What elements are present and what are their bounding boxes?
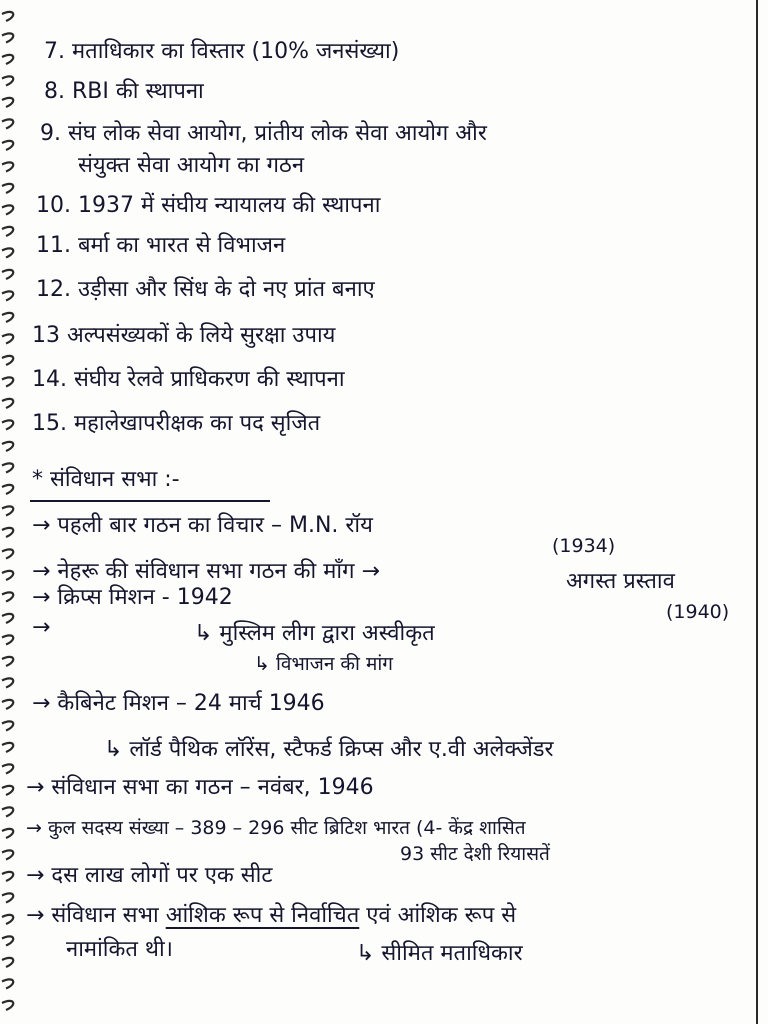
list-item-continuation	[78, 152, 304, 180]
note-princely-states: 93 सीट देशी रियासतें	[400, 843, 550, 865]
item-number: 11.	[36, 233, 71, 258]
item-text: संघ लोक सेवा आयोग, प्रांतीय लोक सेवा आयोग और	[68, 121, 487, 146]
spiral-ring	[2, 463, 13, 472]
item-number: 13	[32, 323, 60, 348]
list-item	[36, 276, 375, 304]
list-item	[44, 78, 204, 106]
spiral-ring	[2, 270, 13, 279]
spiral-ring	[2, 614, 13, 623]
note-first-idea: → पहली बार गठन का विचार – M.N. रॉय	[32, 513, 373, 538]
spiral-ring	[2, 915, 13, 924]
spiral-ring	[2, 571, 13, 580]
note-nehru-demand: → नेहरू की संविधान सभा गठन की माँग →	[32, 559, 380, 584]
spiral-ring	[2, 807, 13, 816]
spiral-binding	[0, 0, 22, 1024]
spiral-ring	[2, 291, 13, 300]
note-year: (1934)	[552, 535, 616, 557]
item-text: 1937 में संघीय न्यायालय की स्थापना	[78, 193, 381, 218]
note-cabinet-members: ↳ लॉर्ड पैथिक लॉरेंस, स्टैफर्ड क्रिप्स और ए.वी अलेक्जेंडर	[104, 737, 554, 762]
item-number: 10.	[36, 193, 71, 218]
item-text: उड़ीसा और सिंध के दो नए प्रांत बनाए	[78, 277, 375, 302]
note-partly-elected	[26, 902, 516, 930]
spiral-ring	[2, 1001, 13, 1010]
note-limited-franchise: ↳ सीमित मताधिकार	[356, 941, 523, 966]
spiral-ring	[2, 528, 13, 537]
spiral-ring	[2, 76, 13, 85]
list-item	[44, 38, 399, 66]
note-cripps: → क्रिप्स मिशन - 1942	[32, 585, 233, 610]
note-total-members: → कुल सदस्य संख्या – 389 – 296 सीट ब्रिटिश भारत (4- केंद्र शासित	[26, 817, 526, 839]
spiral-ring	[2, 657, 13, 666]
spiral-ring	[2, 12, 13, 21]
heading-underline	[30, 500, 270, 502]
note-august-offer: अगस्त प्रस्ताव	[566, 569, 675, 594]
spiral-ring	[2, 936, 13, 945]
section-heading: * संविधान सभा :-	[32, 467, 180, 492]
margin-line	[756, 0, 758, 1024]
note-year: (1940)	[666, 601, 730, 623]
note-muslim-league: ↳ मुस्लिम लीग द्वारा अस्वीकृत	[194, 621, 435, 646]
list-item	[36, 192, 380, 220]
spiral-ring	[2, 205, 13, 214]
spiral-ring	[2, 485, 13, 494]
spiral-ring	[2, 227, 13, 236]
note-formation: → संविधान सभा का गठन – नवंबर, 1946	[26, 775, 374, 800]
spiral-ring	[2, 743, 13, 752]
item-text: बर्मा का भारत से विभाजन	[78, 233, 286, 258]
item-text: अल्पसंख्यकों के लिये सुरक्षा उपाय	[67, 323, 336, 348]
spiral-ring	[2, 33, 13, 42]
spiral-ring	[2, 872, 13, 881]
item-text: संघीय रेलवे प्राधिकरण की स्थापना	[74, 367, 345, 392]
note-ten-lakh: → दस लाख लोगों पर एक सीट	[26, 863, 273, 888]
spiral-ring	[2, 506, 13, 515]
note-nominated: नामांकित थी।	[66, 937, 173, 962]
spiral-ring	[2, 248, 13, 257]
item-number: 12.	[36, 277, 71, 302]
spiral-ring	[2, 958, 13, 967]
spiral-ring	[2, 119, 13, 128]
note-text: → संविधान सभा	[26, 903, 159, 928]
spiral-ring	[2, 184, 13, 193]
spiral-ring	[2, 420, 13, 429]
spiral-ring	[2, 592, 13, 601]
spiral-ring	[2, 162, 13, 171]
list-item	[32, 410, 320, 438]
spiral-ring	[2, 549, 13, 558]
note-text-underlined: आंशिक रूप से निर्वाचित	[165, 903, 360, 928]
spiral-ring	[2, 979, 13, 988]
spiral-ring	[2, 764, 13, 773]
item-number: 15.	[32, 411, 67, 436]
spiral-ring	[2, 55, 13, 64]
item-number: 9.	[40, 121, 61, 146]
item-number: 7.	[44, 39, 65, 64]
item-number: 8.	[44, 79, 65, 104]
spiral-ring	[2, 313, 13, 322]
spiral-ring	[2, 829, 13, 838]
note-cabinet-mission: → कैबिनेट मिशन – 24 मार्च 1946	[32, 691, 325, 716]
list-item	[40, 120, 487, 148]
spiral-ring	[2, 700, 13, 709]
spiral-ring	[2, 377, 13, 386]
spiral-ring	[2, 893, 13, 902]
spiral-ring	[2, 786, 13, 795]
item-text: मताधिकार का विस्तार (10% जनसंख्या)	[72, 39, 400, 64]
spiral-ring	[2, 141, 13, 150]
note-text: एवं आंशिक रूप से	[366, 903, 517, 928]
note-arrow: →	[32, 615, 51, 640]
spiral-ring	[2, 399, 13, 408]
spiral-ring	[2, 334, 13, 343]
list-item	[36, 232, 285, 260]
note-partition-demand: ↳ विभाजन की मांग	[254, 653, 393, 675]
item-number: 14.	[32, 367, 67, 392]
item-text: महालेखापरीक्षक का पद सृजित	[74, 411, 321, 436]
list-item	[32, 322, 335, 350]
spiral-ring	[2, 442, 13, 451]
spiral-ring	[2, 635, 13, 644]
item-text: संयुक्त सेवा आयोग का गठन	[78, 153, 305, 178]
item-text: RBI की स्थापना	[72, 79, 204, 104]
spiral-ring	[2, 356, 13, 365]
spiral-ring	[2, 98, 13, 107]
spiral-ring	[2, 850, 13, 859]
list-item	[32, 366, 345, 394]
spiral-ring	[2, 721, 13, 730]
spiral-ring	[2, 678, 13, 687]
